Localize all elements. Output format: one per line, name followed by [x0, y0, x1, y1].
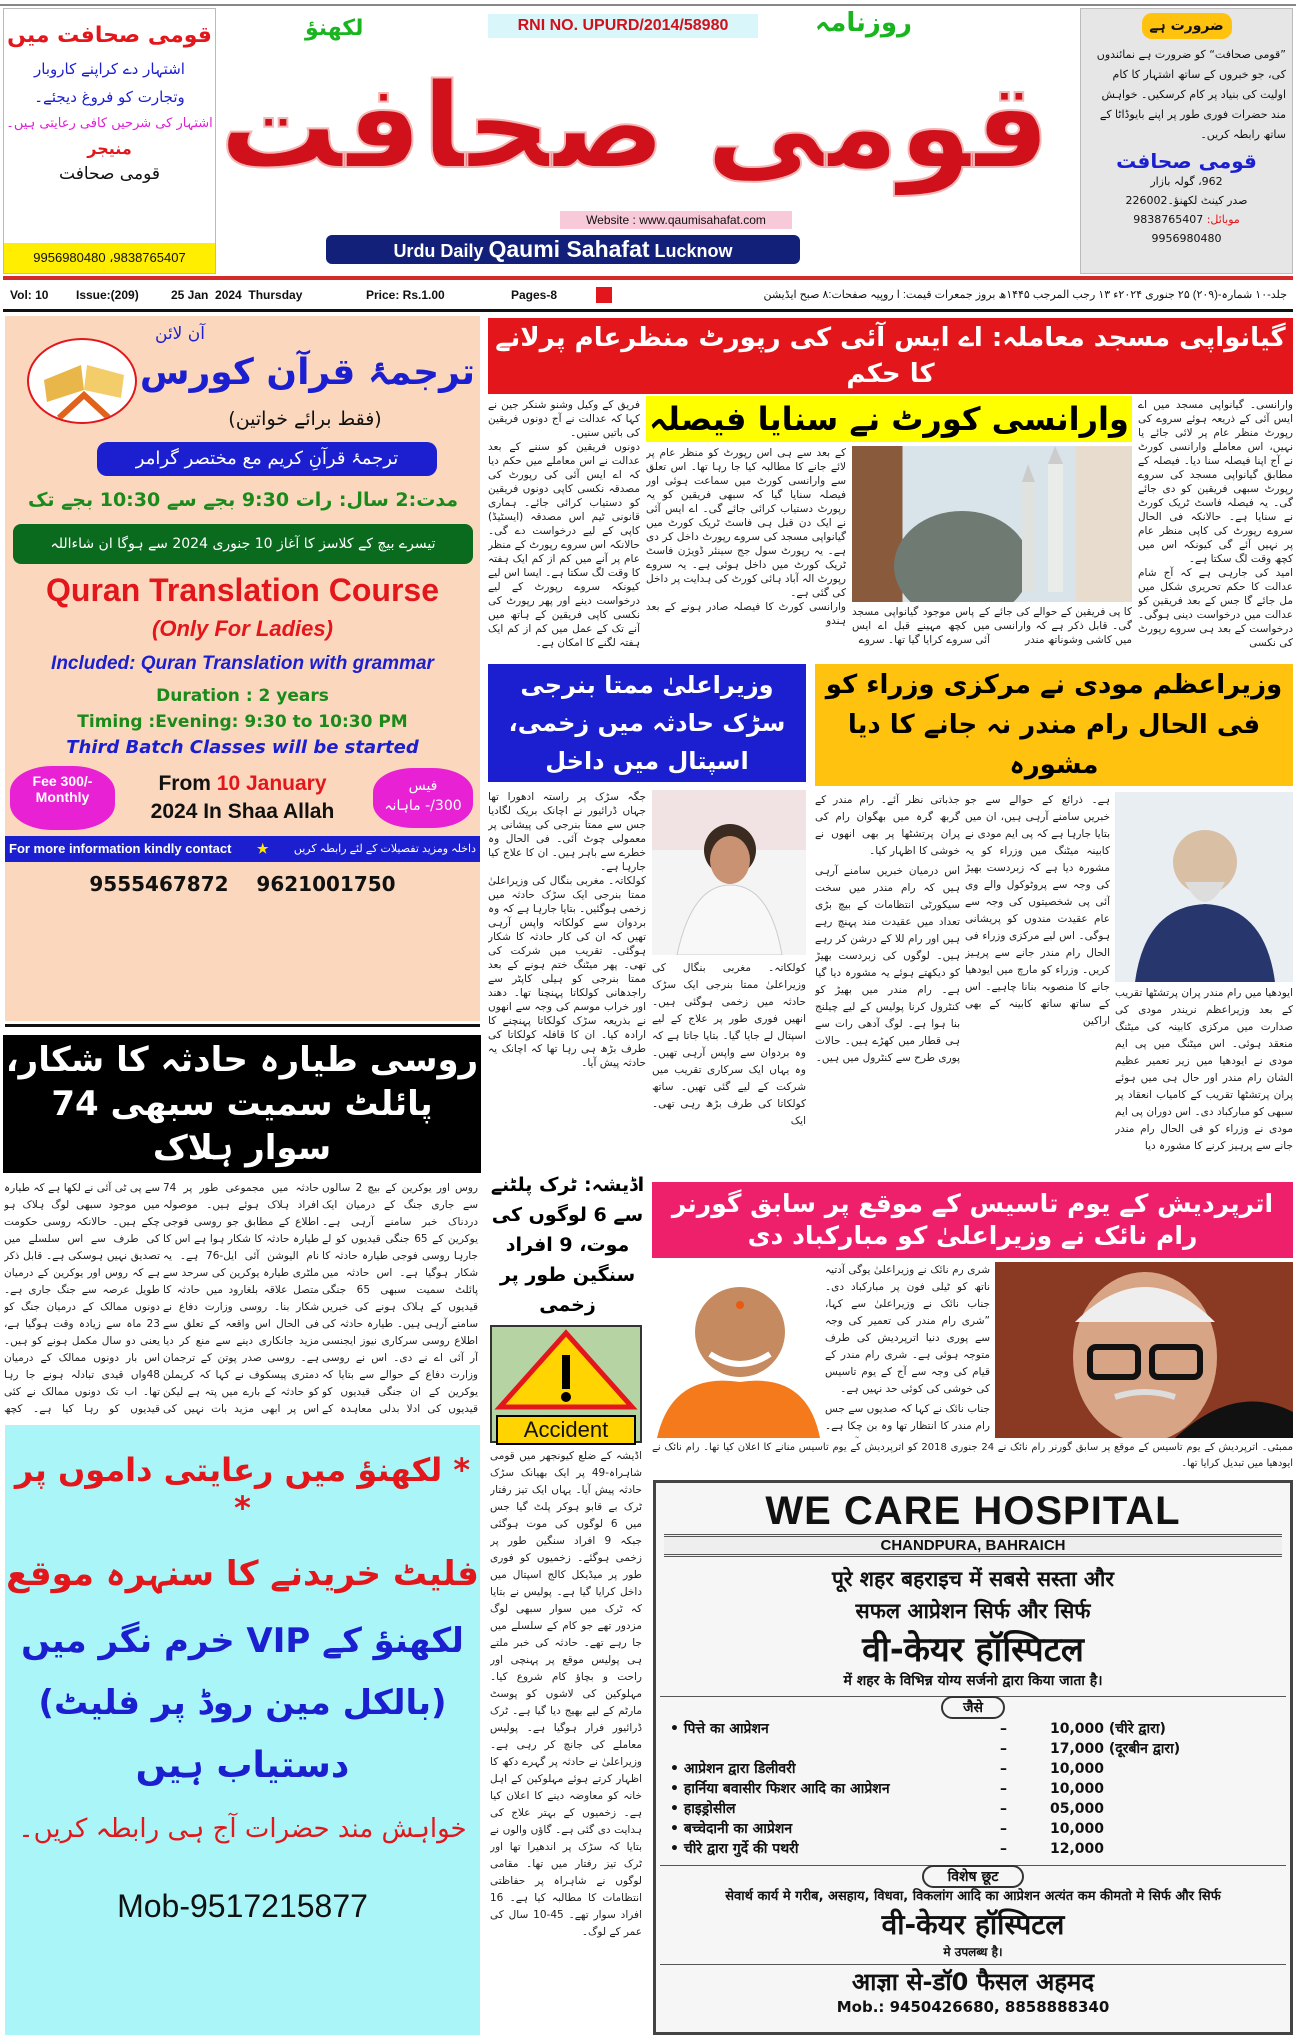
paragraph: اس درمیان خبریں سامنے آرہی ہیں کہ رام مندر میں سخت سیکورٹی انتظامات کے بیچ بڑی تعداد میں عقیدت مند پہنچ رہے ہیں اور رام للا کے درشن کر رہے ہیں۔ لوگوں کی زبردست بھیڑ کو دیکھتے ہوئے یہ مشورہ دیا گیا ہے۔ رام مندر میں بھیڑ کو کنٹرول کرنا پولیس کے لیے چیلنج بنا ہوا ہے۔ لوگ آدھی رات سے ہی قطار میں کھڑے ہیں۔ حالات پوری طرح سے کنٹرول میں ہیں۔	[815, 865, 960, 1064]
rni-number: RNI NO. UPURD/2014/58980	[488, 14, 758, 38]
daily-label: روزنامہ	[815, 8, 912, 38]
red-marker	[596, 287, 612, 303]
hospital-name: WE CARE HOSPITAL	[765, 1489, 1181, 1533]
paper-name: قومی صحافت	[1116, 149, 1257, 173]
ad-line: اشتہار کی شرحیں کافی رعایتی ہیں۔	[6, 116, 213, 131]
dash: –	[1000, 1801, 1007, 1817]
ladies-only: (Only For Ladies)	[152, 616, 333, 641]
odisha-body: اڈیشہ کے ضلع کیونجھر میں قومی شاہراہ-49 پر ایک بھیانک سڑک حادثہ پیش آیا۔ یہاں ایک تیز رفتار ٹرک بے قابو ہوکر پلٹ گیا جس میں 6 لوگوں کی موت ہوگئی جبکہ 9 افراد سنگین طور پر زخمی ہوگئے۔ زخمیوں کو فوری طور پر میڈیکل کالج اسپتال میں داخل کرایا گیا ہے۔ پولیس نے بتایا کہ ٹرک میں سوار سبھی لوگ مزدور تھے جو کام کے سلسلے میں جا رہے تھے۔ حادثہ کی خبر ملتے ہی پولیس موقع پر پہنچی اور راحت و بچاؤ کام شروع کیا۔ مہلوکین کی لاشوں کو پوسٹ مارٹم کے لیے بھیج دیا گیا ہے۔ ٹرک ڈرائیور فرار ہوگیا ہے۔ پولیس معاملے کی جانچ کر رہی ہے۔ وزیراعلیٰ نے حادثہ پر گہرے دکھ کا اظہار کرتے ہوئے مہلوکین کے اہل خانہ کو معاوضہ دینے کا اعلان کیا ہے۔ زخمیوں کے بہتر علاج کی ہدایت دی گئی ہے۔ گاؤں والوں نے بتایا کہ سڑک پر اندھیرا تھا اور ٹرک تیز رفتار میں تھا۔ مقامی لوگوں نے شاہراہ پر حفاظتی انتظامات کا مطالبہ کیا ہے۔ 16 افراد سوار تھے۔ 45-10 سال کی عمر کے لوگ۔	[490, 1450, 642, 1938]
warning-icon	[492, 1327, 640, 1411]
service-price: 17,000 (दूरबीन द्वारा)	[1050, 1741, 1181, 1757]
green-banner: تیسرے بیچ کے کلاسز کا آغاز 10 جنوری 2024 سے ہوگا ان شاءاللہ	[13, 524, 473, 564]
ad-title-urdu: ترجمۂ قرآن کورس	[139, 352, 475, 393]
contact-bar	[5, 836, 480, 862]
timing: Timing :Evening: 9:30 to 10:30 PM	[77, 712, 408, 732]
mamata-col-2: کولکاتہ۔ مغربی بنگال کی وزیراعلیٰ ممتا بنرجی ایک سڑک حادثہ میں زخمی ہوگئی ہیں۔ انھیں فوری طور پر علاج کے لیے اسپتال لے جایا گیا۔ بتایا جاتا ہے کہ وہ بردوان سے واپس آرہی تھیں۔ وہ یہاں ایک سرکاری تقریب میں شرکت کے لیے گئی تھیں۔ ساتھ کولکاتا کی طرف بڑھ رہی تھی۔ ایک	[652, 962, 806, 1127]
flat-ad-line: فلیٹ خریدنے کا سنہرہ موقع	[6, 1554, 479, 1594]
paragraph: کولکاتہ۔ مغربی بنگال کی وزیراعلیٰ ممتا بنرجی ایک سڑک حادثہ میں زخمی ہوگئیں۔ بتایا جارہا ہے کہ وہ بردوان سے کولکاتہ واپس آرہی تھیں کہ ان کی کار حادثہ کا شکار ہوگئی۔ تقریب میں شرکت کی تھی۔ پھر میٹنگ ختم ہونے کے بعد ممتا بنرجی کو ہیلی کاپٹر سے راجدھانی کولکاتا پہنچنا تھا۔ دھند اور خراب موسم کی وجہ سے انھوں نے بذریعہ سڑک کولکاتا پہنچنے کا ارادہ کیا۔ ان کا قافلہ کولکاتا کی طرف بڑھ ہی رہا تھا کہ اچانک یہ حادثہ پیش آیا۔	[488, 875, 646, 1069]
wanted-text: ”قومی صحافت“ کو ضرورت ہے نمائندوں کی، جو خبروں کے ساتھ اشتہار کا کام اولیت کی بنیاد پر کام کرسکیں۔ خواہش مند حضرات فوری طور پر اپنے بایوڈاٹا کے ساتھ رابطہ کریں۔	[1096, 48, 1286, 141]
paragraph: جگہ سڑک پر راستہ ادھورا تھا جہاں ڈرائیور نے اچانک بریک لگادیا جس سے ممتا بنرجی کی پیشانی پر معمولی چوٹ آئی۔ فی الحال وہ خطرے سے باہر ہیں۔ ان کا علاج کیا جارہا ہے۔	[488, 791, 646, 873]
dash: –	[1000, 1741, 1007, 1757]
location-bar: CHANDPURA, BAHRAICH	[664, 1534, 1282, 1557]
gyanvapi-mosque-photo	[852, 446, 1132, 602]
mobile-row	[1087, 213, 1286, 226]
wanted-box-right	[1080, 8, 1293, 274]
service-price: 05,000	[1050, 1801, 1105, 1817]
gyanvapi-col-left	[488, 398, 640, 660]
fee-starburst-en: Fee 300/- Monthly	[10, 766, 115, 830]
contact-urdu: داخلہ ومزید تفصیلات کے لئے رابطہ کریں	[293, 843, 476, 855]
batch-text: Third Batch Classes will be started	[66, 737, 419, 758]
ad-title: قومی صحافت میں	[7, 23, 212, 48]
from-rest: 2024 In Shaa Allah	[150, 800, 335, 823]
modi-col-1	[815, 792, 960, 1162]
service-name: • पित्ते का आप्रेशन	[670, 1721, 769, 1737]
flat-ad-line: (بالکل مین روڈ پر فلیٹ)	[38, 1683, 447, 1723]
website: Website : www.qaumisahafat.com	[560, 211, 792, 229]
quran-book-icon	[27, 338, 137, 424]
service-row	[670, 1839, 1276, 1859]
duration-urdu: مدت:2 سال: رات 9:30 بجے سے 10:30 بجے تک	[27, 489, 459, 511]
accident-image	[490, 1325, 642, 1443]
address: صدر کینٹ لکھنؤ۔226002	[1125, 194, 1248, 207]
phone: 9555467872	[89, 872, 229, 896]
quran-course-ad	[5, 316, 480, 1021]
title-prefix: Urdu Daily	[393, 241, 484, 261]
gyanvapi-col-mid	[646, 446, 846, 662]
modi-headline: وزیراعظم مودی نے مرکزی وزراء کو فی الحال رام مندر نہ جانے کا دیا مشورہ	[815, 664, 1293, 786]
service-name: • हार्निया बवासीर फिशर आदि का आप्रेशन	[670, 1781, 890, 1797]
masthead-top-rule	[0, 4, 1296, 6]
service-price: 10,000	[1050, 1821, 1105, 1837]
phone: 9838765407	[1133, 213, 1204, 226]
available-text: मे उपलब्ध है।	[943, 1945, 1003, 1959]
service-price: 10,000 (चीरे द्वारा)	[1050, 1721, 1166, 1737]
fee-starburst-urdu	[373, 768, 473, 828]
flat-ad-line: دستیاب ہیں	[135, 1745, 350, 1786]
service-price: 10,000	[1050, 1781, 1105, 1797]
dateline-bottom-rule	[3, 309, 1293, 312]
gyanvapi-caption-left: کے پاس موجود گیانواپی مسجد میں کچھ مہینے قبل اے ایس آئی سروے کرایا گیا تھا۔ سروے	[852, 606, 990, 646]
dateline-top-rule	[3, 276, 1293, 280]
service-name	[670, 1739, 1000, 1759]
gyanvapi-col-right	[1138, 398, 1293, 660]
volume: Vol: 10	[10, 288, 49, 302]
service-row	[670, 1799, 1276, 1819]
issue: Issue:(209)	[76, 288, 139, 302]
dash: –	[1000, 1761, 1007, 1777]
discount-label: विशेष छूट	[922, 1865, 1025, 1888]
mamata-photo	[652, 790, 806, 955]
from-prefix: From	[158, 772, 217, 795]
mamata-col-1	[488, 790, 646, 1162]
phones: 9956980480 ،9838765407	[4, 243, 215, 273]
paragraph: دونوں فریقین کو سننے کے بعد عدالت نے اس معاملے میں حکم دیا کہ اے ایس آئی کی رپورٹ کی مصدقہ نکسی کاپی دونوں فریقین کو دستیاب کرائی جائے۔ ہماری قانونی ٹیم اس مصدقہ (ایسٹیڈ) کاپی کے لیے درخواست دے گی۔ حالانکہ اس سروے رپورٹ کے منظر عام پر آنے میں کم از کم ایک ہفتہ کا وقت لگ سکتا ہے۔ ایسا اس لیے کیونکہ سروے رپورٹ کے لیے درخواست دینے اور پھر رپورٹ کی نکسی کاپی فریقین کے ہاتھ میں آنے تک کے عمل میں کم از کم ایک ہفتہ لگنے کا امکان ہے۔	[488, 441, 640, 649]
contact-phones	[5, 870, 480, 898]
ad-line: में शहर के विभिन्न योग्य सर्जनो द्वारा किया जाता है।	[843, 1673, 1103, 1689]
duration: Duration : 2 years	[156, 686, 329, 706]
phone: 9956980480	[1151, 232, 1222, 245]
hospital-ad	[653, 1480, 1293, 2035]
accident-label: Accident	[496, 1415, 636, 1445]
logo: قومی صحافت	[219, 57, 1050, 195]
from-date	[117, 770, 368, 826]
modi-col-3: ایودھیا میں رام مندر پران پرتشٹھا تقریب کے بعد وزیراعظم نریندر مودی کی صدارت میں مرکزی کابینہ کی میٹنگ منعقد ہوئی۔ اس میٹنگ میں پی ایم مودی نے ایودھیا میں زیر تعمیر عظیم الشان رام مندر اور حال ہی میں ہوئے پران پرتشٹھا تقریب کے کامیاب انعقاد پر سبھی کو مبارکباد دی۔ اس دوران پی ایم مودی نے وزراء کو فی الحال رام مندر جانے سے پرہیز کرنے کا مشورہ دیا	[1115, 987, 1293, 1152]
service-row	[670, 1819, 1276, 1839]
modi-photo	[1115, 792, 1293, 982]
fee-label: فیس	[408, 778, 438, 794]
service-price: 10,000	[1050, 1761, 1105, 1777]
online-label: آن لائن	[155, 324, 205, 344]
gyanvapi-caption-right: کا پی فریقین کے حوالے کی جائے گی۔ قابل ذکر ہے کہ وارانسی میں کاشی وشوناتھ مندر	[994, 606, 1132, 646]
price: Price: Rs.1.00	[366, 288, 445, 302]
brand-hindi: वी-केयर हॉस्पिटल	[881, 1908, 1065, 1941]
dash: –	[1000, 1841, 1007, 1857]
dateline	[6, 284, 1291, 306]
dash: –	[1000, 1721, 1007, 1737]
mobile-label: موبائل:	[1206, 213, 1240, 226]
up-day-body	[825, 1262, 990, 1438]
ram-naik-photo	[995, 1262, 1293, 1438]
contact-en: For more information kindly contact	[9, 841, 232, 856]
gyanvapi-headline: گیانواپی مسجد معاملہ: اے ایس آئی کی رپورٹ منظرعام پرلانے کا حکم	[488, 318, 1293, 394]
russia-col-3: سے پی ٹی آئی نے لکھا ہے کہ طیارہ میں موجود سبھی لوگ ہلاک ہو چکے ہیں۔ حالانکہ روسی حکومت کی طرف سے اس سلسلے میں تصدیق نہیں ہوسکی ہے۔ قابل ذکر ہے کہ روس اور یوکرین کے درمیان طویل عرصہ سے جنگ جاری ہے۔ دونوں ممالک کے درمیان جنگ کو 23 ماہ سے زیادہ وقت ہوگیا ہے، یعنی دو سال مکمل ہونے کو ہیں۔ اس بار دونوں ممالک کے درمیان 48واں قیدی تبادلہ ہونے جا رہا تھا۔ اب تک دونوں ممالک نے کئی قیدیوں کو رہا کیا ہے۔ کچھ	[4, 1182, 160, 1415]
up-day-headline: اترپردیش کے یوم تاسیس کے موقع پر سابق گورنر رام نائک نے وزیراعلیٰ کو مبارکباد دی	[652, 1182, 1293, 1258]
service-row	[670, 1779, 1276, 1799]
dateline-urdu: جلد-۱۰ شمارہ-(۲۰۹) ۲۵ جنوری ۲۰۲۴ء ۱۳ رجب المرجب ۱۴۴۵ھ بروز جمعرات قیمت: ا روپیہ صفحات:۸ صبح ایڈیشن	[763, 289, 1287, 301]
ladies-only-urdu: (فقط برائے خواتین)	[228, 408, 382, 430]
title-suffix: Lucknow	[654, 241, 733, 261]
ad-line: وتجارت کو فروغ دیجئے۔	[34, 88, 185, 106]
flat-ad	[5, 1425, 480, 2035]
wanted-badge: ضرورت ہے	[1142, 13, 1232, 39]
paragraph: جذباتی نظر آئے۔ رام مندر کے گربھ گرہ میں بھگوان رام کی پران پرتشٹھا پر بھی انھوں نے خوشی کا اظہار کیا۔	[815, 794, 960, 857]
phone: 9621001750	[256, 872, 396, 896]
up-day-caption: ممبئی۔ اترپردیش کے یوم تاسیس کے موقع پر سابق گورنر رام نائک نے 24 جنوری 2018 کو اترپردیش کے یوم تاسیس منانے کا اعلان کیا تھا۔ رام نائک نے ایودھیا میں تبدیل کرایا تھا۔	[652, 1442, 1293, 1469]
blue-banner: ترجمۂ قرآنِ کریم مع مختصر گرامر	[97, 442, 437, 476]
odisha-headline: اڈیشہ: ٹرک پلٹنے سے 6 لوگوں کی موت، 9 افراد سنگین طور پر زخمی	[490, 1174, 645, 1316]
paragraph: وارانسی۔ گیانواپی مسجد میں اے ایس آئی کے ذریعہ ہوئے سروے کی رپورٹ منظر عام پر لائی جائے یا نہیں، اس معاملے وارانسی کورٹ نے آج اپنا فیصلہ سنا دیا۔ فیصلہ کے مطابق گیانواپی مسجد کی سروے رپورٹ سبھی فریقین کو دی جائے گی۔ یہ فیصلہ فاسٹ ٹریک کورٹ نے سنایا ہے۔ حالانکہ فی الحال سروے رپورٹ کی کاپی منظر عام پر نہیں آئے گی کیونکہ اس میں کچھ وقت لگ سکتا ہے۔	[1138, 399, 1293, 565]
discount-text: सेवार्थ कार्य मे गरीब, असहाय, विधवा, विकलांग आदि का आप्रेशन अत्यंत कम कीमतो मे सिर्फ और सिर्फ	[725, 1889, 1221, 1904]
paragraph: فریق کے وکیل وشنو شنکر جین نے کہا کہ عدالت نے آج دونوں فریقین کی باتیں سنیں۔	[488, 399, 640, 439]
yogi-photo	[652, 1262, 820, 1438]
service-row	[670, 1739, 1276, 1759]
from-date-value: 10 January	[216, 772, 327, 795]
english-title-bar	[326, 235, 800, 264]
russia-col-2: حادثہ میں مجموعی طور پر 74 افراد ہلاک ہوئے ہیں۔ موصولہ اطلاع کے مطابق جو روسی فوجی طیارہ حادثہ کا شکار ہوا ہے اس کا نام الیوشن آئی ایل-76 ہے۔ یہ ملٹری طیارہ یوکرین کی سرحد سے متصل علاقہ بلغارود میں حادثہ کا شکار بنا۔ روسی وزارت دفاع نے فی الحال اس واقعہ کے تعلق سے مزید جانکاری دینے سے منع کر دیا ہے۔ روسی صدر پوتن کے ترجمان دمتری پیسکوف نے کہا کہ کریملن کو حادثہ کے بارے میں پتہ ہے لیکن اس پر ابھی مزید بات نہیں کی	[163, 1182, 319, 1415]
russia-headline: روسی طیارہ حادثہ کا شکار، پائلٹ سمیت سبھی 74 سوار ہلاک	[3, 1035, 481, 1173]
mamata-headline: وزیراعلیٰ ممتا بنرجی سڑک حادثہ میں زخمی، اسپتال میں داخل	[488, 664, 806, 782]
rule	[5, 1024, 480, 1027]
ad-line: पूरे शहर बहराइच में सबसे सस्ता और	[831, 1567, 1114, 1591]
fee-value: 300/- ماہانہ	[384, 798, 462, 814]
gyanvapi-subheadline: وارانسی کورٹ نے سنایا فیصلہ	[646, 396, 1132, 442]
hospital-mobile: Mob.: 9450426680, 8858888340	[836, 1998, 1110, 2016]
flat-ad-mobile: Mob-9517215877	[117, 1888, 368, 1924]
service-name: • बच्चेदानी का आप्रेशन	[670, 1821, 793, 1837]
jaise-label: जैसे	[941, 1696, 1005, 1719]
doctor-name: आज्ञा से-डॉ0 फैसल अहमद	[851, 1968, 1095, 1996]
dash: –	[1000, 1781, 1007, 1797]
ad-box-left	[3, 8, 216, 274]
course-title: Quran Translation Course	[46, 572, 439, 608]
title-name: Qaumi Sahafat	[488, 236, 650, 262]
paragraph: جناب نائک نے کہا کہ صدیوں سے جس رام مندر کا انتظار تھا وہ بن چکا ہے۔	[825, 1403, 990, 1432]
brand-hindi: वी-केयर हॉस्पिटल	[862, 1630, 1084, 1670]
pages: Pages-8	[511, 288, 558, 302]
ad-line: सफल आप्रेशन सिर्फ और सिर्फ	[855, 1599, 1091, 1623]
paper-name: قومی صحافت	[59, 164, 160, 184]
ad-line: اشتہار دے کراپنے کاروبار	[34, 60, 185, 78]
service-name: • आप्रेशन द्वारा डिलीवरी	[670, 1761, 796, 1777]
paragraph: وارانسی کورٹ کا فیصلہ صادر ہونے کے بعد ہندو	[646, 601, 846, 627]
services-list	[656, 1719, 1290, 1859]
modi-col-2: ہے۔ ذرائع کے حوالے سے جو خبریں سامنے آرہی ہیں، ان میں بتایا جارہا ہے کہ پی ایم مودی نے کابینہ میٹنگ میں وزراء کو یہ مشورہ دیا ہے کہ زبردست بھیڑ کی وجہ سے پروٹوکول والے وی آئی پی شخصیتوں کی وجہ سے عام عقیدت مندوں کو پریشانی ہوگی۔ اس لیے مرکزی وزراء فی الحال رام مندر جانے سے پرہیز کریں۔ وزراء کو مارچ میں ایودھیا جانے کا منصوبہ بنانا چاہیے۔ اس کے ساتھ ساتھ کابینہ کے بھی اراکین	[965, 794, 1110, 1027]
service-name: • चीरे द्वारा गुर्दे की पथरी	[670, 1841, 799, 1857]
flat-ad-line: * لکھنؤ میں رعایتی داموں پر *	[14, 1451, 471, 1527]
date: 25 Jan 2024 Thursday	[171, 288, 303, 302]
flat-ad-line: خواہش مند حضرات آج ہی رابطہ کریں۔	[18, 1814, 467, 1844]
city-label: لکھنؤ	[305, 16, 364, 41]
dash: –	[1000, 1821, 1007, 1837]
service-name: • हाइड्रोसील	[670, 1801, 736, 1817]
paragraph: امید کی جارہی ہے کہ آج شام عدالت کا حکم تحریری شکل میں مل جائے گا جس کے بعد فریقین کو عدالت میں درخواست دینی ہوگی۔ درخواست کے بعد ہی سروے رپورٹ کی نکسی	[1138, 567, 1293, 649]
paragraph: کے بعد سے ہی اس رپورٹ کو منظر عام پر لائے جانے کا مطالبہ کیا جا رہا تھا۔ اس تعلق سے وارانسی کورٹ میں سماعت ہوئی اور فیصلہ سنایا گیا کہ سبھی فریقین کو یہ رپورٹ دستیاب کرائی جائے گی۔ اے ایس آئی نے ایک دن قبل ہی فاسٹ ٹریک کورٹ میں گیانواپی مسجد کی سروے رپورٹ داخل کر دی ہے۔ یہ رپورٹ سول جج سینئر ڈویژن فاسٹ ٹریک کورٹ میں داخل ہوئی ہے۔ یہ سروے رپورٹ الہ آباد ہائی کورٹ کی ہدایت پر داخل کی گئی ہے۔	[646, 447, 846, 599]
flat-ad-line: لکھنؤ کے VIP خرم نگر میں	[21, 1621, 464, 1661]
service-row	[670, 1759, 1276, 1779]
included-text: Included: Quran Translation with grammar	[51, 653, 434, 674]
russia-col-1: روس اور یوکرین کے بیچ 2 سالوں سے جاری جنگ کے درمیان ایک دردناک خبر سامنے آرہی ہے۔ یوکرین کے 65 جنگی قیدیوں کو لے جارہا روسی فوجی طیارہ حادثہ کا شکار ہوگیا ہے۔ اس حادثہ میں پائلٹ سمیت سبھی 65 جنگی قیدیوں کے ہلاک ہونے کی خبریں سامنے آرہی ہیں۔ طیارہ حادثہ کی اطلاع روسی سرکاری نیوز ایجنسی آر آئی اے نے دی۔ اس نے روسی وزارت دفاع کے حوالے سے بتایا کہ یوکرین کے ان جنگی قیدیوں کو قیدیوں کی ادلا بدلی معاہدہ کے	[322, 1182, 478, 1415]
star-icon: ★	[256, 841, 269, 856]
paragraph: شری رم نائک نے وزیراعلیٰ یوگی آدتیہ ناتھ کو ٹیلی فون پر مبارکباد دی۔ جناب نائک نے وزیراعلیٰ سے کہا، ”شری رام مندر کی تعمیر کی وجہ سے پوری دنیا اترپردیش کی طرف متوجہ ہوئی ہے۔ شری رام مندر کے قیام کی وجہ سے آج کے یوم تاسیس کی خوشی کی کوئی حد نہیں ہے۔	[825, 1264, 990, 1395]
manager-label: منیجر	[87, 139, 132, 158]
service-row	[670, 1719, 1276, 1739]
service-price: 12,000	[1050, 1841, 1105, 1857]
address: 962، گولہ بازار	[1150, 175, 1223, 188]
